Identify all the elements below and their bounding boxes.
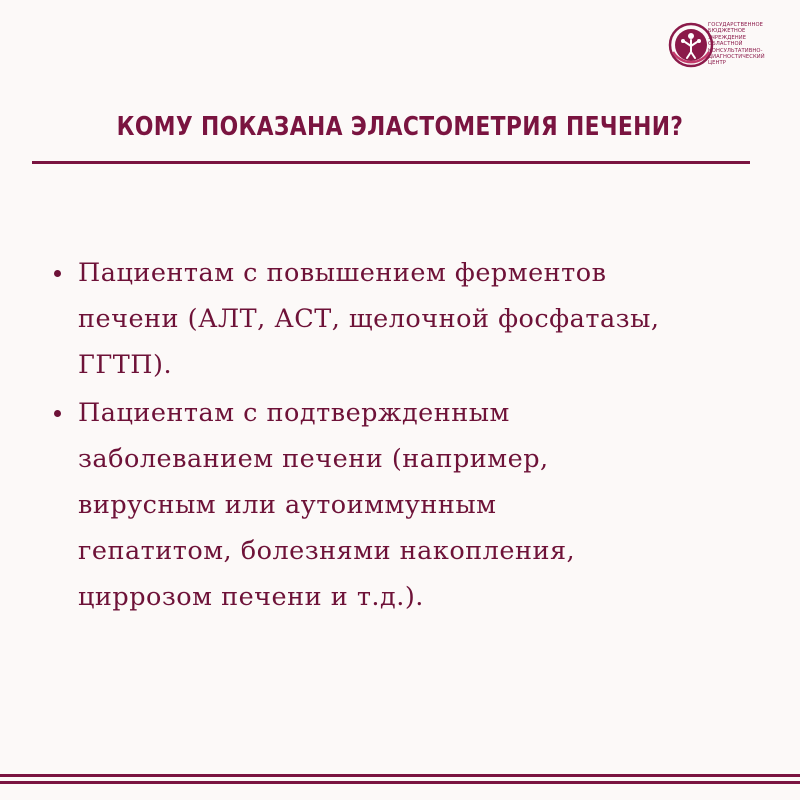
logo-line: ГОСУДАРСТВЕННОЕ [708, 22, 764, 28]
footer-divider [0, 774, 800, 777]
list-item [52, 250, 772, 388]
bullet-icon [54, 270, 61, 277]
logo-text [708, 22, 778, 67]
logo-line: БЮДЖЕТНОЕ [708, 28, 746, 35]
logo-line: ЦЕНТР [708, 60, 727, 67]
logo-line: ДИАГНОСТИЧЕСКИЙ [708, 54, 765, 61]
bullet-icon [54, 410, 61, 417]
indications-list [52, 250, 772, 622]
logo-line: ОБЛАСТНОЙ [708, 41, 743, 48]
list-item-text: Пациентам с подтвержденным заболеванием печени (например, вирусным или аутоиммунным гепатитом, болезнями накопления, циррозом печени и т.д.). [78, 398, 576, 612]
list-item-text: Пациентам с повышением ферментов печени (АЛТ, АСТ, щелочной фосфатазы, ГГТП). [78, 258, 660, 380]
title-divider [32, 161, 750, 164]
organization-logo [668, 22, 778, 72]
page-title: КОМУ ПОКАЗАНА ЭЛАСТОМЕТРИЯ ПЕЧЕНИ? [116, 112, 684, 142]
logo-line: КОНСУЛЬТАТИВНО- [708, 47, 763, 54]
footer-divider [0, 781, 800, 784]
list-item [52, 390, 772, 620]
logo-line: УЧРЕЖДЕНИЕ [708, 34, 747, 41]
